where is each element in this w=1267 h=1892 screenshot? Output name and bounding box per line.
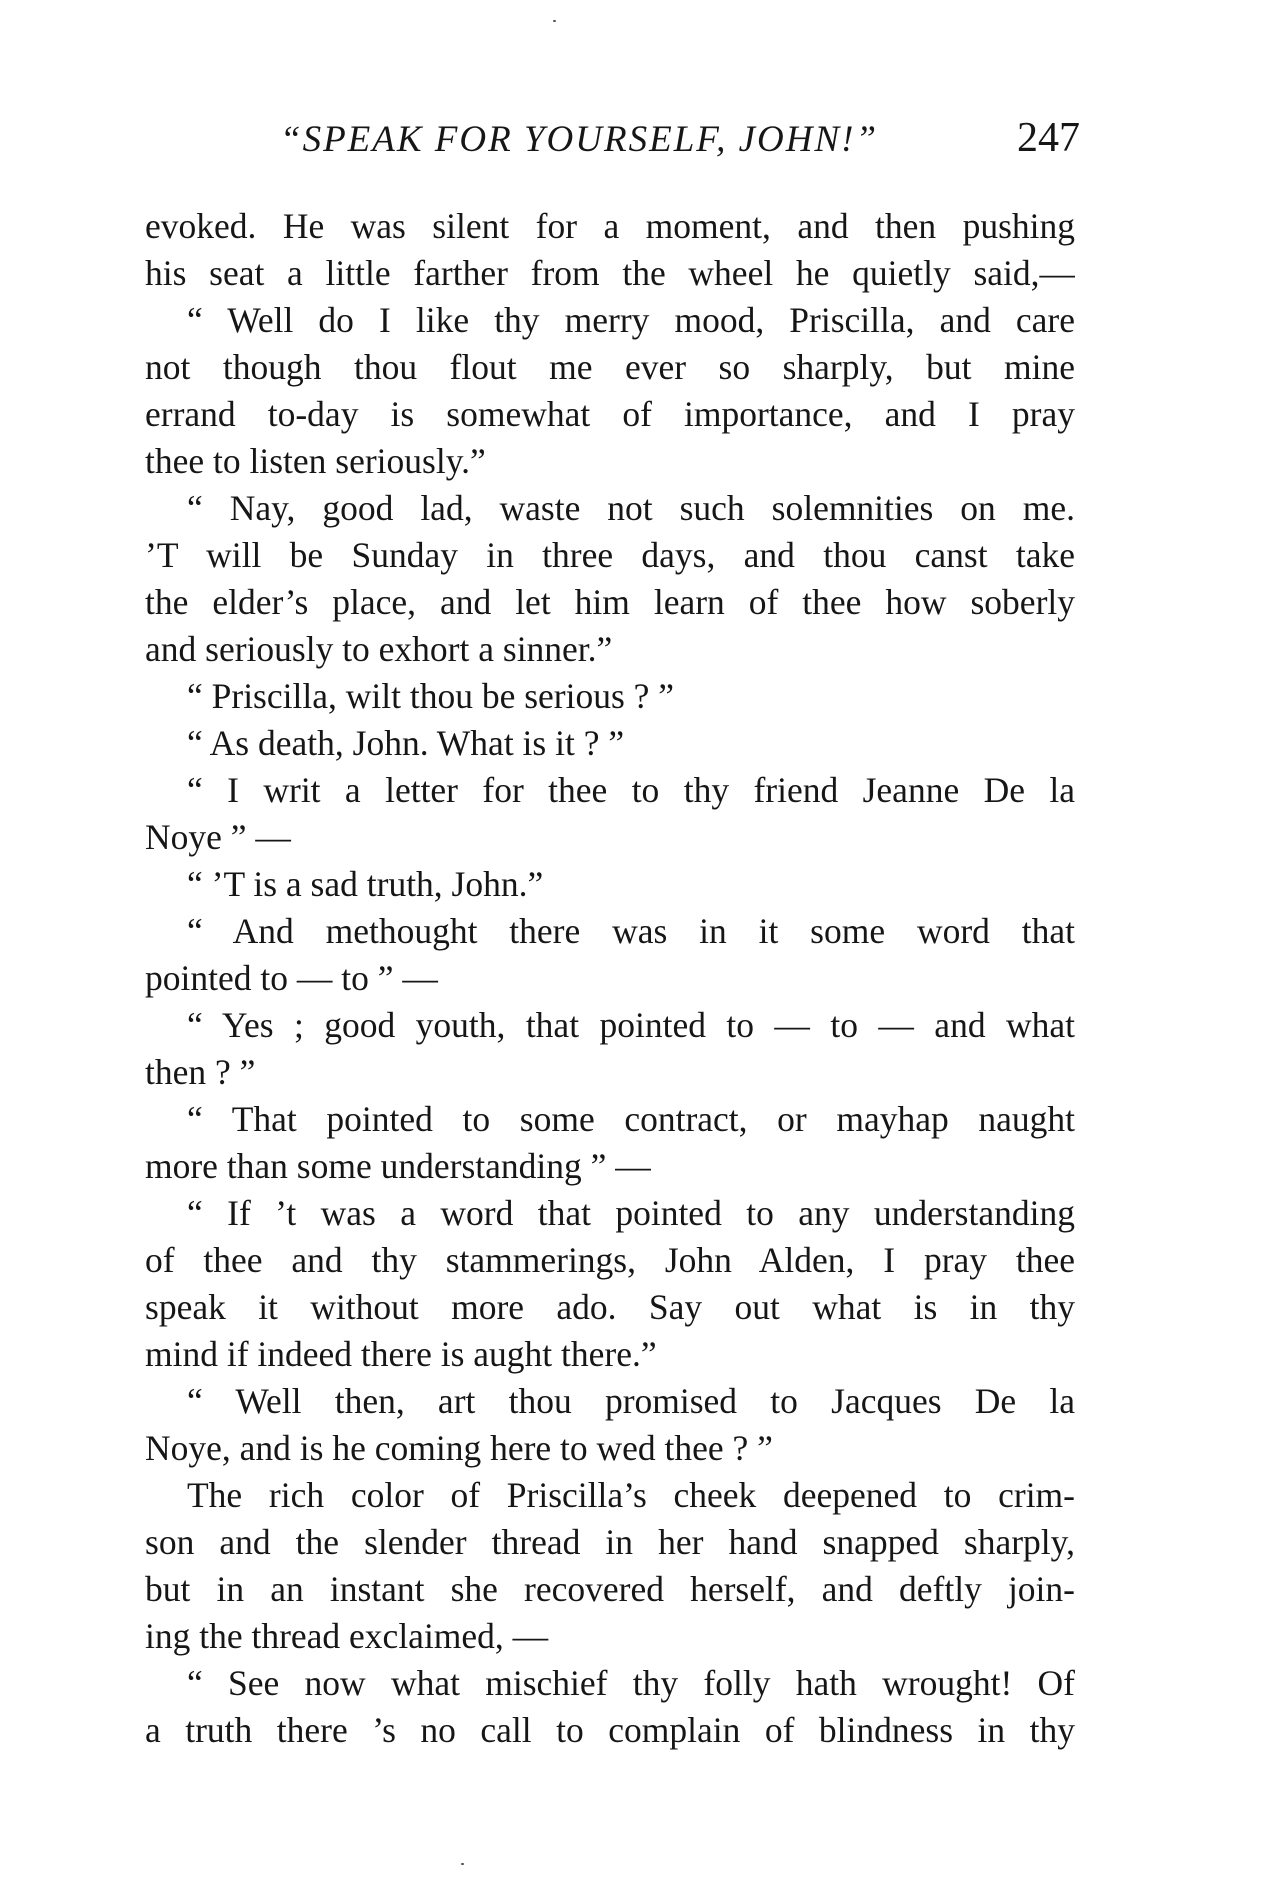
running-title: “SPEAK FOR YOURSELF, JOHN!”: [280, 119, 879, 160]
text-line: not though thou flout me ever so sharply, but mine: [145, 347, 1075, 387]
text-line: but in an instant she recovered herself, and deftly join-: [145, 1569, 1075, 1609]
text-line: “ If ’t was a word that pointed to any understanding: [187, 1193, 1075, 1233]
print-speck: [461, 1863, 464, 1865]
text-line: thee to listen seriously.”: [145, 441, 486, 481]
text-line: speak it without more ado. Say out what is in thy: [145, 1287, 1075, 1327]
print-speck: [553, 20, 556, 22]
text-line: a truth there ’s no call to complain of blindness in thy: [145, 1710, 1075, 1750]
text-line: errand to-day is somewhat of importance, and I pray: [145, 394, 1075, 434]
text-line: his seat a little farther from the wheel he quietly said,—: [145, 253, 1075, 293]
text-line: more than some understanding ” —: [145, 1146, 651, 1186]
text-line: ’T will be Sunday in three days, and thou canst take: [145, 535, 1075, 575]
page-number: 247: [1017, 115, 1080, 161]
text-line: Noye, and is he coming here to wed thee ? ”: [145, 1428, 773, 1468]
text-line: “ As death, John. What is it ? ”: [187, 723, 625, 763]
text-line: “ Well then, art thou promised to Jacques De la: [187, 1381, 1075, 1421]
text-line: “ Yes ; good youth, that pointed to — to — and what: [187, 1005, 1075, 1045]
running-head: [145, 115, 1080, 168]
text-line: “ Priscilla, wilt thou be serious ? ”: [187, 676, 675, 716]
text-line: “ ’T is a sad truth, John.”: [187, 864, 544, 904]
text-line: “ Well do I like thy merry mood, Priscilla, and care: [187, 300, 1075, 340]
text-line: the elder’s place, and let him learn of thee how soberly: [145, 582, 1075, 622]
text-line: pointed to — to ” —: [145, 958, 438, 998]
text-line: and seriously to exhort a sinner.”: [145, 629, 613, 669]
text-line: then ? ”: [145, 1052, 256, 1092]
body-text: [145, 203, 1075, 1754]
text-line: evoked. He was silent for a moment, and then pushing: [145, 206, 1075, 246]
text-line: Noye ” —: [145, 817, 291, 857]
text-line: “ I writ a letter for thee to thy friend Jeanne De la: [187, 770, 1075, 810]
text-line: ing the thread exclaimed, —: [145, 1616, 549, 1656]
text-line: “ See now what mischief thy folly hath wrought! Of: [187, 1663, 1075, 1703]
text-line: son and the slender thread in her hand snapped sharply,: [145, 1522, 1075, 1562]
text-line: “ And methought there was in it some word that: [187, 911, 1075, 951]
text-line: mind if indeed there is aught there.”: [145, 1334, 657, 1374]
text-line: “ That pointed to some contract, or mayhap naught: [187, 1099, 1075, 1139]
text-line: of thee and thy stammerings, John Alden, I pray thee: [145, 1240, 1075, 1280]
text-line: “ Nay, good lad, waste not such solemnities on me.: [187, 488, 1075, 528]
text-line: The rich color of Priscilla’s cheek deepened to crim-: [187, 1475, 1075, 1515]
